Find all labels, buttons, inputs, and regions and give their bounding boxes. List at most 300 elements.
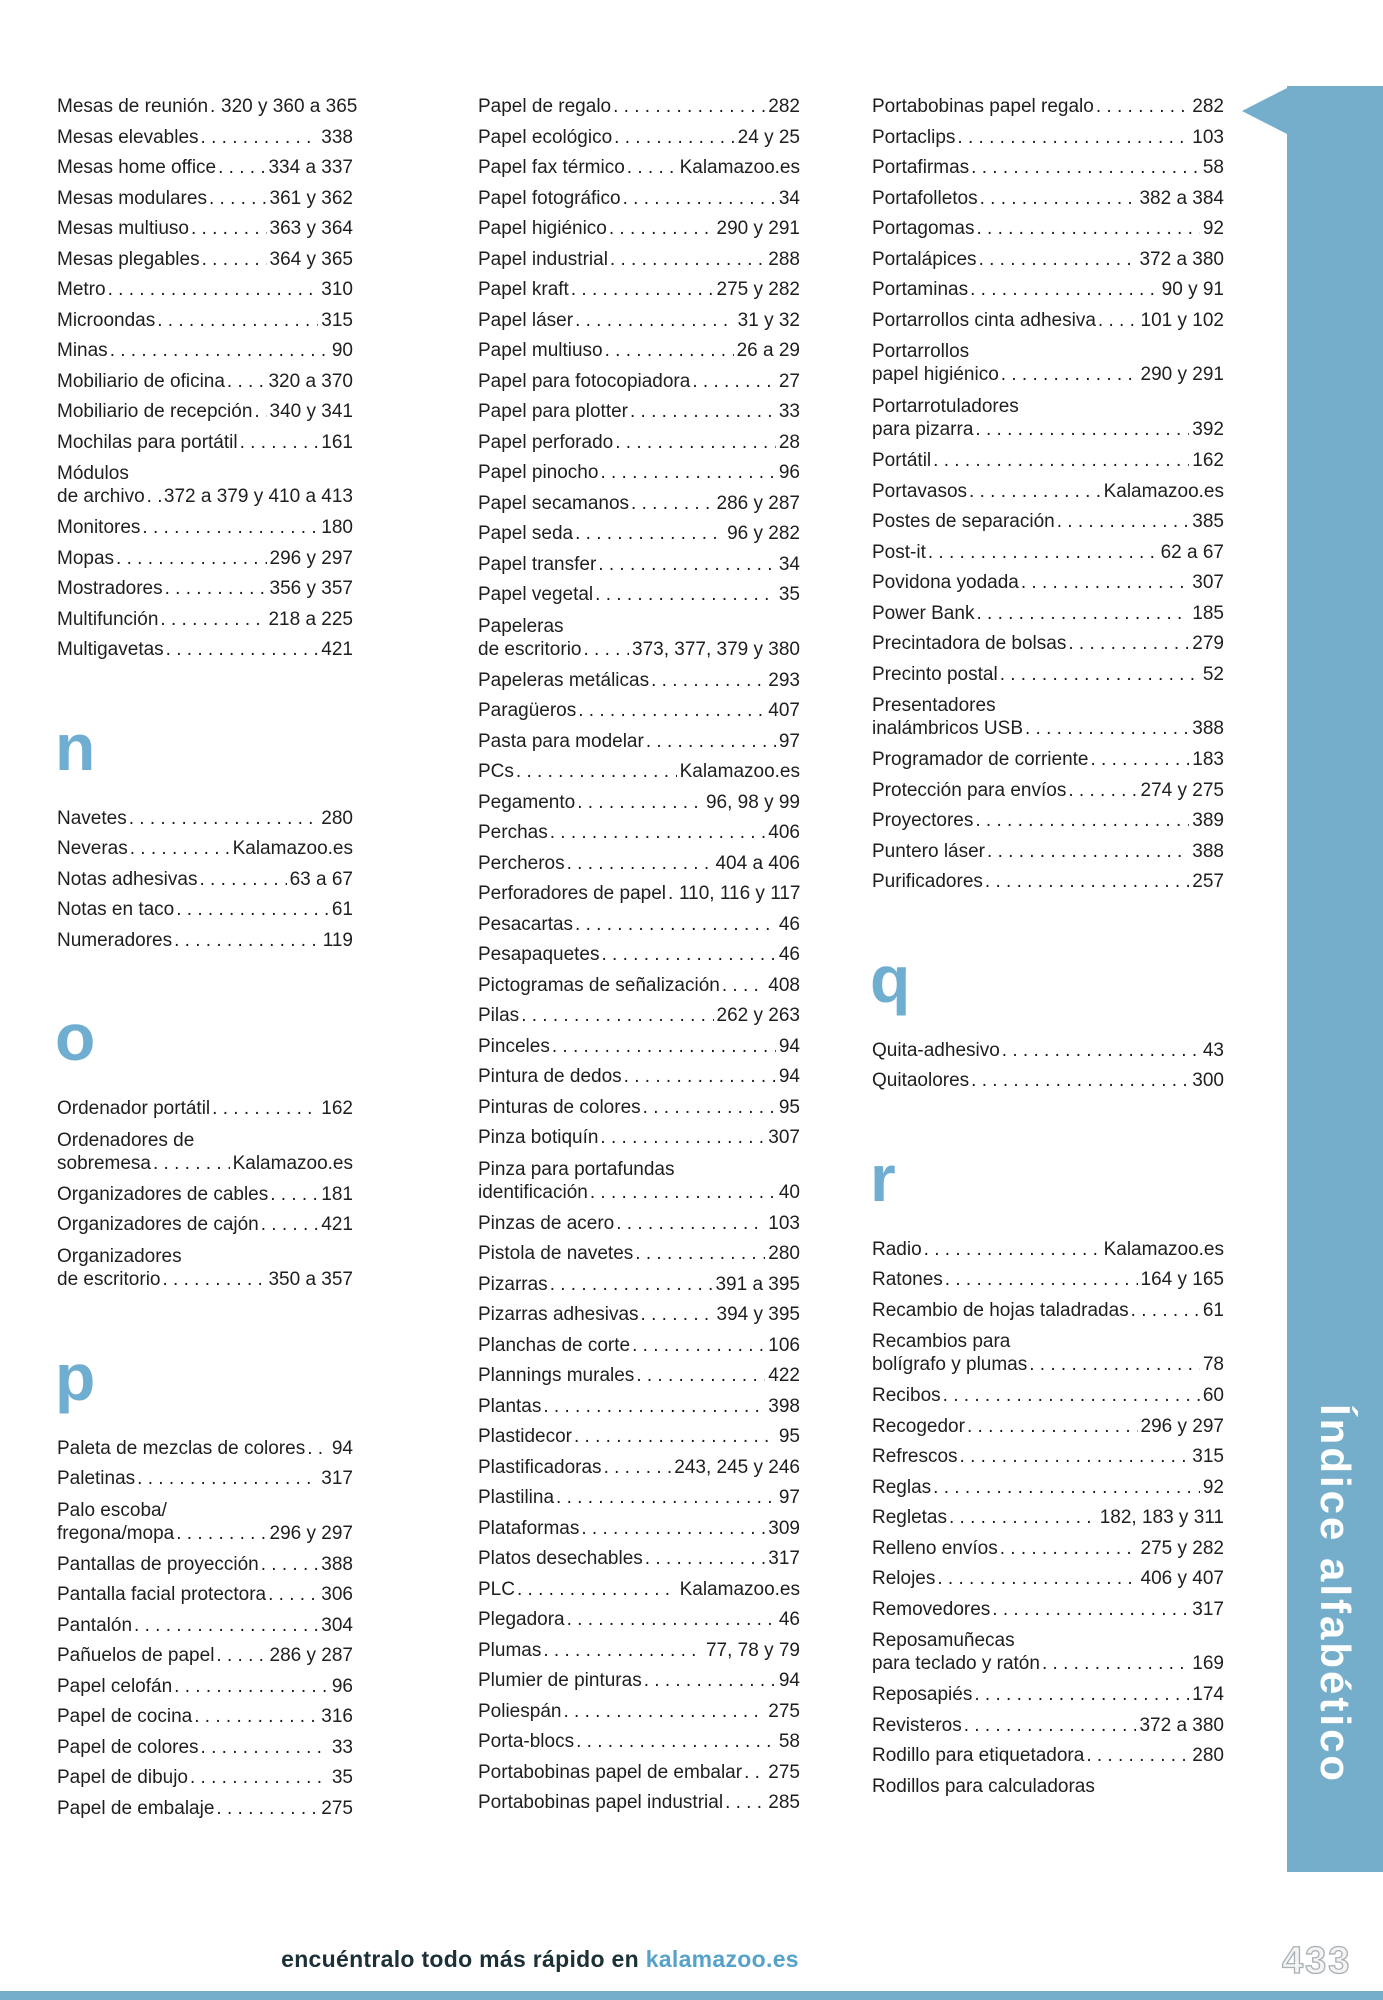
section-letter-n: n — [55, 709, 96, 784]
entry-pages: 183 — [1192, 749, 1224, 770]
entry-pages: 94 — [778, 1035, 800, 1057]
leader-dots — [1019, 568, 1189, 599]
entry-pages: 406 y 407 — [1140, 1568, 1224, 1589]
leader-dots — [548, 1270, 713, 1301]
entry-pages: 280 — [321, 807, 353, 829]
leader-dots — [613, 428, 776, 459]
leader-dots — [514, 757, 677, 788]
entry-pages: 388 — [1192, 840, 1224, 862]
entry-pages: 304 — [321, 1614, 353, 1636]
leader-dots — [155, 306, 318, 337]
entry-pages: Kalamazoo.es — [679, 157, 800, 178]
index-column-3 — [872, 92, 1224, 1802]
leader-dots — [574, 1727, 776, 1758]
index-entry — [57, 214, 353, 245]
entry-label: Portabobinas papel industrial — [478, 1792, 724, 1813]
entry-pages: 372 a 380 — [1139, 248, 1224, 270]
leader-dots — [614, 1209, 765, 1240]
index-entry — [478, 1788, 800, 1819]
entry-pages: 290 y 291 — [716, 218, 800, 239]
entry-pages: 46 — [778, 944, 800, 965]
index-entry — [872, 837, 1224, 868]
index-entry — [872, 446, 1224, 477]
leader-dots — [1129, 1296, 1200, 1327]
entry-pages: 26 a 29 — [736, 340, 800, 361]
entry-pages: 62 a 67 — [1160, 541, 1224, 563]
entry-pages: 95 — [778, 1426, 800, 1447]
index-entry — [872, 1711, 1224, 1742]
index-entry — [872, 275, 1224, 306]
index-entry — [57, 367, 353, 398]
entry-label: Mesas modulares — [57, 187, 207, 209]
entry-label: Percheros — [478, 852, 565, 874]
leader-dots — [607, 214, 714, 245]
entry-label: Multigavetas — [57, 639, 164, 660]
leader-dots — [197, 865, 286, 896]
index-entry — [478, 1062, 800, 1093]
leader-dots — [573, 519, 724, 550]
entry-pages: 92 — [1202, 1476, 1224, 1498]
index-entry — [57, 1495, 353, 1550]
index-entry — [57, 1210, 353, 1241]
entry-label: Mobiliario de oficina — [57, 370, 225, 392]
entry-label: Pantallas de proyección — [57, 1553, 259, 1575]
leader-dots — [978, 184, 1137, 215]
index-entry — [872, 245, 1224, 276]
leader-dots — [967, 477, 1101, 508]
entry-label: Notas adhesivas — [57, 868, 198, 890]
entry-pages: 60 — [1202, 1385, 1224, 1406]
entry-pages: 24 y 25 — [737, 126, 800, 148]
entry-pages: 307 — [1192, 572, 1224, 593]
entry-pages: 275 y 282 — [1140, 1537, 1224, 1559]
footer-site-link: kalamazoo.es — [645, 1946, 799, 1972]
leader-dots — [612, 123, 735, 154]
entry-label: Reposamuñecas — [872, 1630, 1015, 1651]
index-entry — [57, 123, 353, 154]
leader-dots — [941, 1381, 1200, 1412]
entry-pages: 162 — [1192, 450, 1224, 471]
index-entry — [478, 971, 800, 1002]
leader-dots — [602, 1453, 672, 1484]
entry-pages: 385 — [1192, 511, 1224, 532]
entry-pages: 288 — [768, 248, 800, 270]
leader-dots — [565, 849, 713, 880]
index-entry — [478, 1483, 800, 1514]
entry-pages: 309 — [768, 1517, 800, 1539]
index-entry — [872, 660, 1224, 691]
entry-label: Portafirmas — [872, 157, 970, 178]
entry-label: Proyectores — [872, 810, 974, 831]
leader-dots — [649, 666, 765, 697]
entry-label: Radio — [872, 1238, 922, 1260]
leader-dots — [225, 367, 266, 398]
entry-label: Quitaolores — [872, 1070, 970, 1091]
entry-label: Poliespán — [478, 1700, 562, 1722]
entry-label-line2: de escritorio — [478, 638, 582, 660]
index-entry — [872, 629, 1224, 660]
entry-label: Papel ecológico — [478, 126, 613, 148]
entry-pages: 394 y 395 — [716, 1304, 800, 1325]
entry-pages: 46 — [778, 913, 800, 935]
entry-pages: 293 — [768, 669, 800, 691]
leader-dots — [922, 1235, 1101, 1266]
index-entry — [872, 477, 1224, 508]
index-entry — [872, 1036, 1224, 1067]
entry-label: Mesas multiuso — [57, 218, 189, 239]
index-entry — [872, 776, 1224, 807]
index-entry — [57, 275, 353, 306]
entry-label: Refrescos — [872, 1446, 958, 1467]
entry-label: Perchas — [478, 822, 548, 843]
entry-pages: 257 — [1192, 871, 1224, 892]
leader-dots — [1027, 1353, 1200, 1376]
index-entry — [57, 834, 353, 865]
leader-dots — [628, 397, 776, 428]
leader-dots — [214, 1641, 266, 1672]
entry-label: Porta-blocs — [478, 1731, 575, 1752]
entry-label: Pesapaquetes — [478, 944, 600, 965]
index-entry — [478, 1209, 800, 1240]
entry-label: Quita-adhesivo — [872, 1039, 1000, 1061]
index-entry — [478, 727, 800, 758]
entry-label-line2: papel higiénico — [872, 364, 999, 385]
entry-label: Pizarras adhesivas — [478, 1304, 639, 1325]
leader-dots — [622, 1062, 776, 1093]
entry-pages: 33 — [331, 1736, 353, 1758]
entry-pages: 282 — [1192, 96, 1224, 117]
entry-label: Pantalla facial protectora — [57, 1584, 267, 1605]
leader-dots — [541, 1392, 765, 1423]
entry-pages: Kalamazoo.es — [232, 838, 353, 859]
leader-dots — [515, 1575, 677, 1606]
entry-label: Presentadores — [872, 695, 996, 716]
index-entry — [478, 1239, 800, 1270]
leader-dots — [965, 1412, 1138, 1443]
entry-pages: 372 a 379 y 410 a 413 — [163, 486, 353, 507]
leader-dots — [931, 1473, 1200, 1504]
leader-dots — [643, 1544, 766, 1575]
entry-label: Recibos — [872, 1385, 941, 1406]
entry-pages: 285 — [768, 1792, 800, 1813]
leader-dots — [983, 867, 1189, 898]
leader-dots — [145, 485, 161, 508]
index-entry — [872, 214, 1224, 245]
entry-label: Mopas — [57, 547, 115, 569]
leader-dots — [998, 1534, 1138, 1565]
entry-pages: 34 — [778, 187, 800, 209]
entry-label: Revisteros — [872, 1714, 962, 1736]
entry-pages: 35 — [331, 1767, 353, 1788]
entry-pages: 290 y 291 — [1140, 364, 1224, 385]
entry-label: Recambios para — [872, 1331, 1011, 1352]
leader-dots — [608, 245, 765, 276]
index-entry — [872, 184, 1224, 215]
entry-label: Pantalón — [57, 1614, 133, 1636]
entry-label-line2: de archivo — [57, 486, 145, 507]
index-entry — [57, 1702, 353, 1733]
index-entry — [57, 635, 353, 666]
entry-pages: 279 — [1192, 633, 1224, 654]
entry-label: Plumier de pinturas — [478, 1670, 642, 1691]
leader-dots — [268, 1180, 318, 1211]
index-entry — [57, 1094, 353, 1125]
section-letter-o: o — [55, 1000, 96, 1074]
entry-pages: 286 y 287 — [716, 492, 800, 514]
leader-dots — [207, 184, 267, 215]
entry-label: Purificadores — [872, 871, 983, 892]
entry-pages: 182, 183 y 311 — [1099, 1507, 1224, 1528]
entry-label: Planchas de corte — [478, 1334, 631, 1356]
index-entry — [57, 336, 353, 367]
index-entry — [57, 428, 353, 459]
leader-dots — [174, 895, 329, 926]
index-entry — [478, 666, 800, 697]
section-letter-r: r — [870, 1140, 896, 1215]
leader-dots — [1089, 745, 1190, 776]
index-entry — [57, 895, 353, 926]
entry-pages: 110, 116 y 117 — [679, 883, 801, 904]
leader-dots — [1096, 306, 1138, 337]
entry-pages: 95 — [778, 1096, 800, 1118]
index-entry — [478, 580, 800, 611]
bottom-accent-bar — [0, 1991, 1383, 2000]
entry-pages: 373, 377, 379 y 380 — [632, 638, 800, 660]
leader-dots — [199, 1733, 329, 1764]
index-entry — [872, 507, 1224, 538]
entry-label: Papel celofán — [57, 1675, 173, 1697]
index-entry — [478, 1361, 800, 1392]
entry-label: Pegamento — [478, 791, 576, 813]
entry-label: Paletinas — [57, 1468, 136, 1489]
entry-pages: 243, 245 y 246 — [674, 1456, 800, 1478]
entry-pages: 364 y 365 — [269, 248, 353, 270]
entry-pages: 35 — [778, 584, 800, 605]
entry-label: Rodillo para etiquetadora — [872, 1745, 1085, 1766]
index-entry — [478, 1575, 800, 1606]
leader-dots — [598, 458, 775, 489]
entry-pages: 97 — [778, 1487, 800, 1508]
entry-pages: 275 — [768, 1700, 800, 1722]
entry-label: Minas — [57, 340, 108, 361]
entry-label: Pinturas de colores — [478, 1096, 641, 1118]
index-entry — [872, 1326, 1224, 1381]
entry-label: Pasta para modelar — [478, 730, 644, 752]
tab-arrow-icon — [1242, 88, 1287, 134]
index-entry — [57, 1794, 353, 1825]
entry-pages: 27 — [778, 370, 800, 392]
leader-dots — [188, 1763, 329, 1794]
leader-dots — [192, 1702, 318, 1733]
index-entry — [57, 397, 353, 428]
entry-label: Plegadora — [478, 1609, 565, 1630]
entry-label: Notas en taco — [57, 899, 175, 920]
entry-pages: 58 — [778, 1731, 800, 1752]
index-entry — [478, 336, 800, 367]
index-entry — [478, 489, 800, 520]
leader-dots — [720, 971, 765, 1002]
entry-label: Ratones — [872, 1269, 943, 1290]
entry-pages: 315 — [1192, 1446, 1224, 1467]
leader-dots — [161, 1268, 266, 1291]
index-entry — [872, 123, 1224, 154]
entry-label: Postes de separación — [872, 511, 1055, 532]
leader-dots — [575, 788, 703, 819]
entry-label: Papel láser — [478, 309, 574, 331]
index-entry — [872, 306, 1224, 337]
entry-pages: 96 y 282 — [727, 523, 800, 544]
entry-label-line2: bolígrafo y plumas — [872, 1354, 1028, 1375]
entry-pages: 174 — [1192, 1684, 1224, 1705]
leader-dots — [634, 1361, 765, 1392]
entry-label: Papel para fotocopiadora — [478, 370, 691, 392]
entry-pages: 317 — [321, 1468, 353, 1489]
leader-dots — [633, 1239, 765, 1270]
section-letter-q: q — [870, 941, 911, 1016]
entry-label: Regletas — [872, 1507, 947, 1528]
entry-pages: 61 — [331, 899, 353, 920]
index-entry — [57, 458, 353, 513]
leader-dots — [252, 397, 266, 428]
entry-label: Platos desechables — [478, 1548, 643, 1569]
entry-label: Reglas — [872, 1476, 932, 1498]
entry-label: Rodillos para calculadoras — [872, 1775, 1095, 1797]
entry-label: Pistola de navetes — [478, 1243, 634, 1264]
entry-label: Portavasos — [872, 480, 968, 502]
leader-dots — [573, 910, 776, 941]
index-entry — [478, 1001, 800, 1032]
entry-pages: 275 — [768, 1761, 800, 1783]
index-entry — [872, 745, 1224, 776]
entry-pages: 296 y 297 — [1140, 1415, 1224, 1437]
index-entry — [57, 1672, 353, 1703]
index-entry — [478, 1032, 800, 1063]
entry-label: Papel fotográfico — [478, 187, 621, 209]
entry-label: Portarrollos cinta adhesiva — [872, 309, 1096, 331]
leader-dots — [1094, 92, 1189, 123]
entry-label: Plataformas — [478, 1517, 580, 1539]
index-entry — [57, 544, 353, 575]
entry-label: Mesas plegables — [57, 248, 200, 270]
leader-dots — [926, 538, 1158, 569]
entry-label: Papel seda — [478, 523, 574, 544]
entry-label: Papel de embalaje — [57, 1797, 215, 1819]
entry-pages: 388 — [321, 1553, 353, 1575]
index-entry — [57, 1241, 353, 1296]
leader-dots — [114, 544, 267, 575]
leader-dots — [582, 638, 630, 661]
entry-pages: 280 — [768, 1243, 800, 1264]
index-entry — [872, 92, 1224, 123]
entry-pages: 31 y 32 — [737, 309, 800, 331]
leader-dots — [600, 940, 776, 971]
entry-label: Portafolletos — [872, 187, 978, 209]
section-letter-p: p — [55, 1339, 96, 1414]
entry-label: Plastidecor — [478, 1426, 572, 1447]
entry-label: Papeleras metálicas — [478, 669, 650, 691]
leader-dots — [108, 336, 329, 367]
leader-dots — [305, 1434, 329, 1465]
index-entry — [478, 1727, 800, 1758]
entry-pages: 119 — [322, 929, 353, 951]
leader-dots — [931, 446, 1189, 477]
index-entry — [872, 1442, 1224, 1473]
entry-label: Recambio de hojas taladradas — [872, 1299, 1129, 1321]
entry-label: Papel vegetal — [478, 584, 594, 605]
index-entry — [478, 1605, 800, 1636]
index-entry — [478, 367, 800, 398]
leader-dots — [969, 1066, 1189, 1097]
leader-dots — [974, 214, 1199, 245]
index-entry — [478, 696, 800, 727]
index-entry — [478, 245, 800, 276]
entry-pages: Kalamazoo.es — [1103, 1238, 1224, 1260]
index-entry — [57, 1611, 353, 1642]
leader-dots — [1023, 717, 1189, 740]
entry-label: Papel de colores — [57, 1736, 199, 1758]
entry-pages: 52 — [1202, 663, 1224, 685]
entry-pages: 103 — [768, 1212, 800, 1234]
index-entry — [872, 1534, 1224, 1565]
entry-label: Numeradores — [57, 929, 173, 951]
entry-label: Paragüeros — [478, 700, 577, 721]
index-entry — [872, 1381, 1224, 1412]
entry-label: Pintura de dedos — [478, 1066, 622, 1087]
entry-pages: 350 a 357 — [268, 1268, 353, 1290]
index-entry — [57, 92, 358, 123]
entry-pages: 274 y 275 — [1140, 779, 1224, 801]
entry-label: Pictogramas de señalización — [478, 974, 720, 996]
entry-pages: 300 — [1192, 1070, 1224, 1091]
entry-label: Portagomas — [872, 218, 975, 239]
entry-pages: 422 — [768, 1365, 800, 1386]
entry-label: Plannings murales — [478, 1365, 635, 1386]
entry-label: Removedores — [872, 1598, 991, 1620]
index-entry — [478, 1270, 800, 1301]
entry-pages: 406 — [768, 822, 800, 843]
leader-dots — [630, 1331, 765, 1362]
entry-label: Módulos — [57, 463, 129, 484]
leader-dots — [132, 1611, 318, 1642]
entry-label: Portaclips — [872, 126, 956, 148]
leader-dots — [973, 418, 1189, 441]
entry-pages: 162 — [321, 1098, 353, 1119]
entry-label: Recogedor — [872, 1415, 965, 1437]
index-entry — [57, 1464, 353, 1495]
entry-label: Papel pinocho — [478, 462, 599, 483]
entry-pages: 338 — [321, 126, 353, 148]
entry-pages: 63 a 67 — [289, 868, 353, 890]
entry-pages: 275 y 282 — [716, 279, 800, 300]
entry-label: Papel transfer — [478, 553, 597, 575]
index-entry — [57, 605, 353, 636]
index-entry — [57, 926, 353, 957]
index-entry — [478, 1300, 800, 1331]
index-entry — [872, 568, 1224, 599]
leader-dots — [579, 1514, 765, 1545]
entry-label: Mesas de reunión — [57, 96, 209, 117]
index-entry — [872, 336, 1224, 391]
entry-pages: 280 — [1192, 1745, 1224, 1766]
leader-dots — [576, 696, 765, 727]
index-entry — [478, 1666, 800, 1697]
leader-dots — [210, 1094, 318, 1125]
leader-dots — [974, 599, 1189, 630]
leader-dots — [216, 153, 265, 184]
footer-tagline — [0, 1946, 1080, 1973]
index-entry — [872, 538, 1224, 569]
entry-label: Plastificadoras — [478, 1456, 602, 1478]
